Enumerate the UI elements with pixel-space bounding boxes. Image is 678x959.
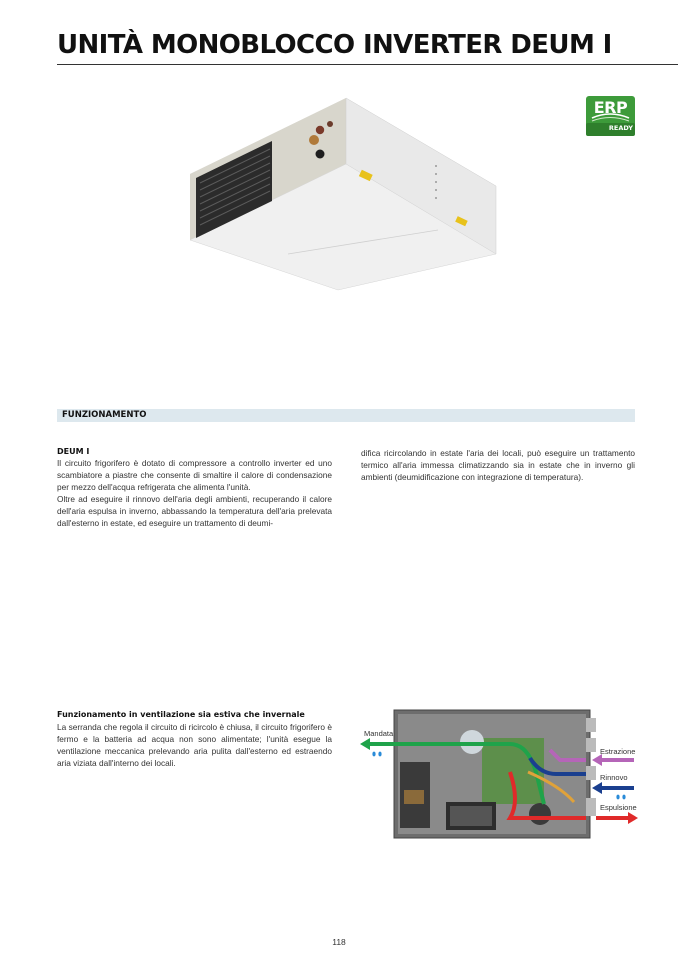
exhaust-fan-icon bbox=[529, 803, 551, 825]
ventilation-paragraph: La serranda che regola il circuito di ricircolo è chiusa, il circuito frigorifero è fermo e la batteria ad acqua non sono alimentate; l'unità esegue la ventilazione meccanica prelevando aria pulita dall'esterno ed estraendo aria viziata dall'interno dei locali. bbox=[57, 722, 332, 768]
page-number: 118 bbox=[332, 937, 346, 947]
deum-paragraph-1: Il circuito frigorifero è dotato di compressore a controllo inverter ed uno scambiatore a piastre che consente di smaltire il calore di condensazione per mezzo dell'acqua refrigerata che alimenta l'unità. bbox=[57, 458, 332, 492]
rinnovo-arrow bbox=[592, 782, 634, 794]
espulsione-arrow bbox=[596, 812, 638, 824]
water-drop-icon-rinnovo bbox=[616, 795, 625, 800]
title-divider bbox=[57, 64, 678, 65]
ventilation-heading: Funzionamento in ventilazione sia estiva che invernale bbox=[57, 710, 305, 719]
water-drop-icon bbox=[372, 752, 381, 757]
erp-badge-sublabel: READY bbox=[608, 124, 633, 132]
label-rinnovo: Rinnovo bbox=[600, 773, 628, 782]
label-espulsione: Espulsione bbox=[600, 803, 637, 812]
erp-ready-badge bbox=[586, 96, 635, 136]
deum-paragraph-3: difica ricircolando in estate l'aria dei locali, può eseguire un trattamento termico all'aria immessa climatizzando sia in estate che in inverno gli ambienti (deumidificazione con integrazione di temperatura). bbox=[361, 448, 635, 482]
section-header-bar bbox=[57, 409, 635, 422]
airflow-diagram bbox=[360, 702, 640, 848]
deum-paragraph-2: Oltre ad eseguire il rinnovo dell'aria degli ambienti, recuperando il calore dell'aria espulsa in inverno, abbassando la temperatura dell'aria prelevata dall'esterno in estate, ed eseguire un trattamento di deumi- bbox=[57, 494, 332, 528]
erp-badge-label: ERP bbox=[593, 98, 628, 117]
label-estrazione: Estrazione bbox=[600, 747, 636, 756]
product-image-monobloc-unit bbox=[188, 94, 500, 294]
label-mandata: Mandata bbox=[364, 729, 394, 738]
page-title: UNITÀ MONOBLOCCO INVERTER DEUM I bbox=[57, 30, 612, 60]
deum-heading: DEUM I bbox=[57, 447, 90, 456]
section-title: FUNZIONAMENTO bbox=[62, 410, 147, 420]
